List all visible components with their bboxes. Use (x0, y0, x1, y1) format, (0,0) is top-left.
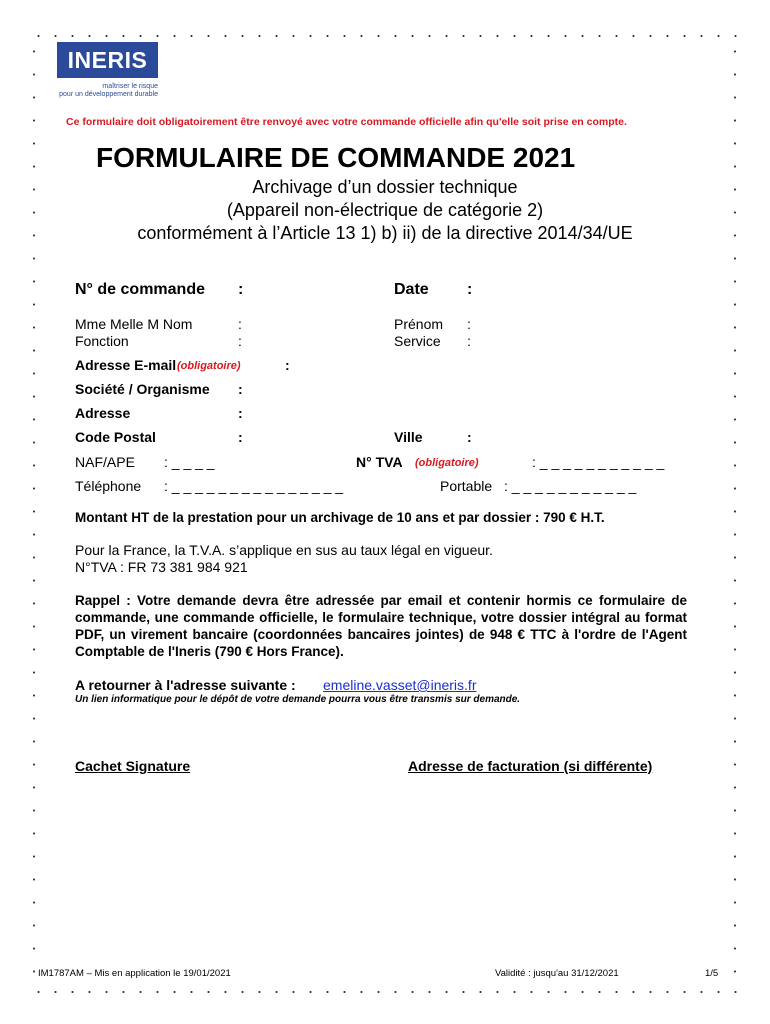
return-email-link[interactable]: emeline.vasset@ineris.fr (323, 677, 477, 693)
naf-blank: : _ _ _ _ (164, 454, 215, 470)
reminder-paragraph: Rappel : Votre demande devra être adressée par email et contenir hormis ce formulaire de commande, une commande officielle, le formulaire technique, votre dossier intégral au format PDF, un virement bancaire (coordonnées bancaires jointes) de 948 € TTC à l'ordre de l'Agent Comptable de l'Ineris (790 € Hors France). (75, 593, 687, 659)
subtitle-3: conformément à l’Article 13 1) b) ii) de la directive 2014/34/UE (137, 223, 633, 243)
postal-code-label: Code Postal (75, 429, 156, 445)
return-note: Un lien informatique pour le dépôt de votre demande pourra vous être transmis sur demande. (75, 694, 521, 705)
date-label: Date (394, 281, 429, 298)
return-label: A retourner à l'adresse suivante : (75, 677, 296, 693)
name-label: Mme Melle M Nom (75, 316, 193, 332)
billing-address-label: Adresse de facturation (si différente) (408, 758, 653, 774)
name-colon: : (238, 316, 242, 332)
subtitle-1: Archivage d’un dossier technique (252, 177, 518, 197)
city-colon: : (467, 429, 472, 445)
logo-tagline-2: pour un développement durable (59, 91, 158, 98)
date-colon: : (467, 281, 473, 298)
ineris-logo (57, 42, 158, 99)
logo-tagline-1: maîtriser le risque (102, 83, 158, 90)
postal-code-colon: : (238, 429, 243, 445)
company-colon: : (238, 381, 243, 397)
subtitle-2: (Appareil non-électrique de catégorie 2) (226, 200, 544, 220)
vat-blank: : _ _ _ _ _ _ _ _ _ _ _ (532, 454, 665, 470)
firstname-colon: : (467, 316, 471, 332)
logo-wordmark: INERIS (57, 42, 158, 78)
page-border-top (30, 34, 744, 38)
vat-label: N° TVA (356, 454, 403, 470)
page-border-bottom (30, 990, 744, 994)
company-label: Société / Organisme (75, 381, 210, 397)
email-mandatory: (obligatoire) (177, 360, 241, 372)
function-label: Fonction (75, 333, 129, 349)
amount-line: Montant HT de la prestation pour un archivage de 10 ans et par dossier : 790 € H.T. (75, 510, 605, 525)
service-label: Service (394, 333, 441, 349)
firstname-label: Prénom (394, 316, 444, 332)
footer-page-number: 1/5 (705, 968, 719, 979)
order-number-colon: : (238, 281, 244, 298)
mobile-blank: : _ _ _ _ _ _ _ _ _ _ _ (504, 478, 637, 494)
email-colon: : (285, 357, 290, 373)
email-label: Adresse E-mail (75, 357, 177, 373)
address-label: Adresse (75, 405, 131, 421)
mobile-label: Portable (440, 478, 493, 494)
vat-mandatory: (obligatoire) (415, 457, 479, 469)
footer-validity: Validité : jusqu'au 31/12/2021 (495, 968, 619, 979)
page-title: FORMULAIRE DE COMMANDE 2021 (96, 142, 576, 173)
phone-blank: : _ _ _ _ _ _ _ _ _ _ _ _ _ _ _ (164, 478, 344, 494)
service-colon: : (467, 333, 471, 349)
function-colon: : (238, 333, 242, 349)
naf-label: NAF/APE (75, 454, 135, 470)
phone-label: Téléphone (75, 478, 142, 494)
footer-reference: IM1787AM – Mis en application le 19/01/2021 (38, 968, 231, 979)
mandatory-notice: Ce formulaire doit obligatoirement être renvoyé avec votre commande officielle afin qu'elle soit prise en compte. (66, 116, 627, 128)
order-number-label: N° de commande (75, 281, 205, 298)
vat-info-2: N°TVA : FR 73 381 984 921 (75, 559, 248, 575)
city-label: Ville (394, 429, 423, 445)
vat-info-1: Pour la France, la T.V.A. s’applique en sus au taux légal en vigueur. (75, 542, 493, 558)
address-colon: : (238, 405, 243, 421)
signature-label: Cachet Signature (75, 758, 191, 774)
logo-tagline (57, 83, 158, 99)
